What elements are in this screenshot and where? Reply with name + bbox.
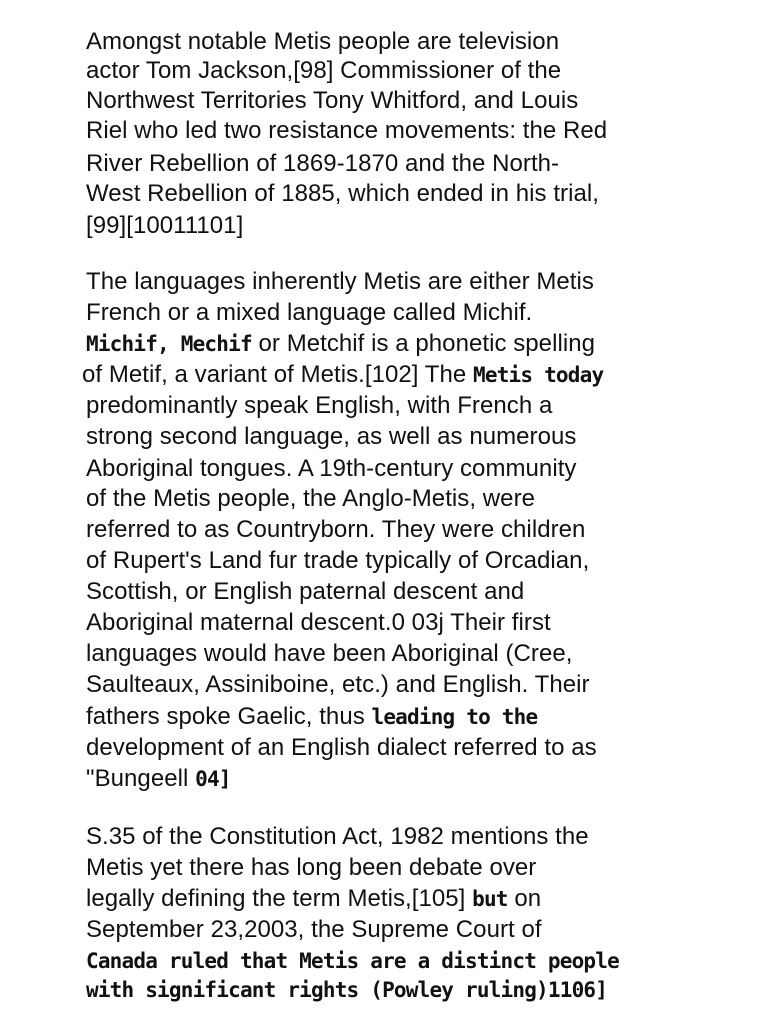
paragraph-2-line-3 <box>86 329 595 359</box>
paragraph-2-line-17 <box>86 764 231 794</box>
paragraph-3-line-6: with significant rights (Powley ruling)1106] <box>86 978 608 1002</box>
bold-phrase: Metis today <box>473 363 604 387</box>
paragraph-2-line-7: Aboriginal tongues. A 19th-century community <box>86 455 577 482</box>
paragraph-3-line-2: Metis yet there has long been debate over <box>86 854 537 881</box>
paragraph-1-line-5: River Rebellion of 1869-1870 and the North- <box>86 150 560 177</box>
bold-phrase: 04] <box>195 767 231 791</box>
paragraph-2-line-16: development of an English dialect referred to as <box>86 734 597 761</box>
paragraph-3-line-1: S.35 of the Constitution Act, 1982 mentions the <box>86 823 589 850</box>
paragraph-2-line-6: strong second language, as well as numerous <box>86 423 577 450</box>
text-run: "Bungeell <box>86 765 196 792</box>
paragraph-3-line-5: Canada ruled that Metis are a distinct people <box>86 949 619 973</box>
paragraph-2-line-15 <box>86 702 537 732</box>
text-run: legally defining the term Metis,[105] <box>86 885 473 912</box>
paragraph-3-line-4: September 23,2003, the Supreme Court of <box>86 916 542 943</box>
paragraph-1-line-2: actor Tom Jackson,[98] Commissioner of the <box>86 57 562 84</box>
bold-phrase: leading to the <box>371 705 538 729</box>
paragraph-2-line-5: predominantly speak English, with French a <box>86 392 553 419</box>
paragraph-2-line-13: languages would have been Aboriginal (Cree, <box>86 640 573 667</box>
text-run: on <box>507 885 542 912</box>
paragraph-1-line-1: Amongst notable Metis people are television <box>86 28 560 55</box>
paragraph-1-line-4: Riel who led two resistance movements: the Red <box>86 117 608 144</box>
paragraph-2-line-8: of the Metis people, the Anglo-Metis, were <box>86 485 536 512</box>
paragraph-2-line-4 <box>82 360 603 390</box>
paragraph-1-line-3: Northwest Territories Tony Whitford, and Louis <box>86 87 579 114</box>
text-run: of Metif, a variant of Metis.[102] The <box>82 361 474 388</box>
paragraph-2-line-10: of Rupert's Land fur trade typically of Orcadian, <box>86 547 590 574</box>
bold-phrase: but <box>472 887 508 911</box>
paragraph-2-line-2: French or a mixed language called Michif. <box>86 299 533 326</box>
paragraph-1-line-7: [99][10011101] <box>86 212 244 239</box>
text-run: fathers spoke Gaelic, thus <box>86 703 372 730</box>
paragraph-2-line-14: Saulteaux, Assiniboine, etc.) and English. Their <box>86 671 590 698</box>
paragraph-2-line-11: Scottish, or English paternal descent and <box>86 578 525 605</box>
paragraph-2-line-12: Aboriginal maternal descent.0 03j Their first <box>86 609 551 636</box>
bold-phrase: Michif, Mechif <box>86 332 252 356</box>
paragraph-1-line-6: West Rebellion of 1885, which ended in his trial, <box>86 180 599 207</box>
text-run: or Metchif is a phonetic spelling <box>251 330 596 357</box>
paragraph-3-line-3 <box>86 884 541 914</box>
paragraph-2-line-1: The languages inherently Metis are either Metis <box>86 268 594 295</box>
paragraph-2-line-9: referred to as Countryborn. They were children <box>86 516 586 543</box>
